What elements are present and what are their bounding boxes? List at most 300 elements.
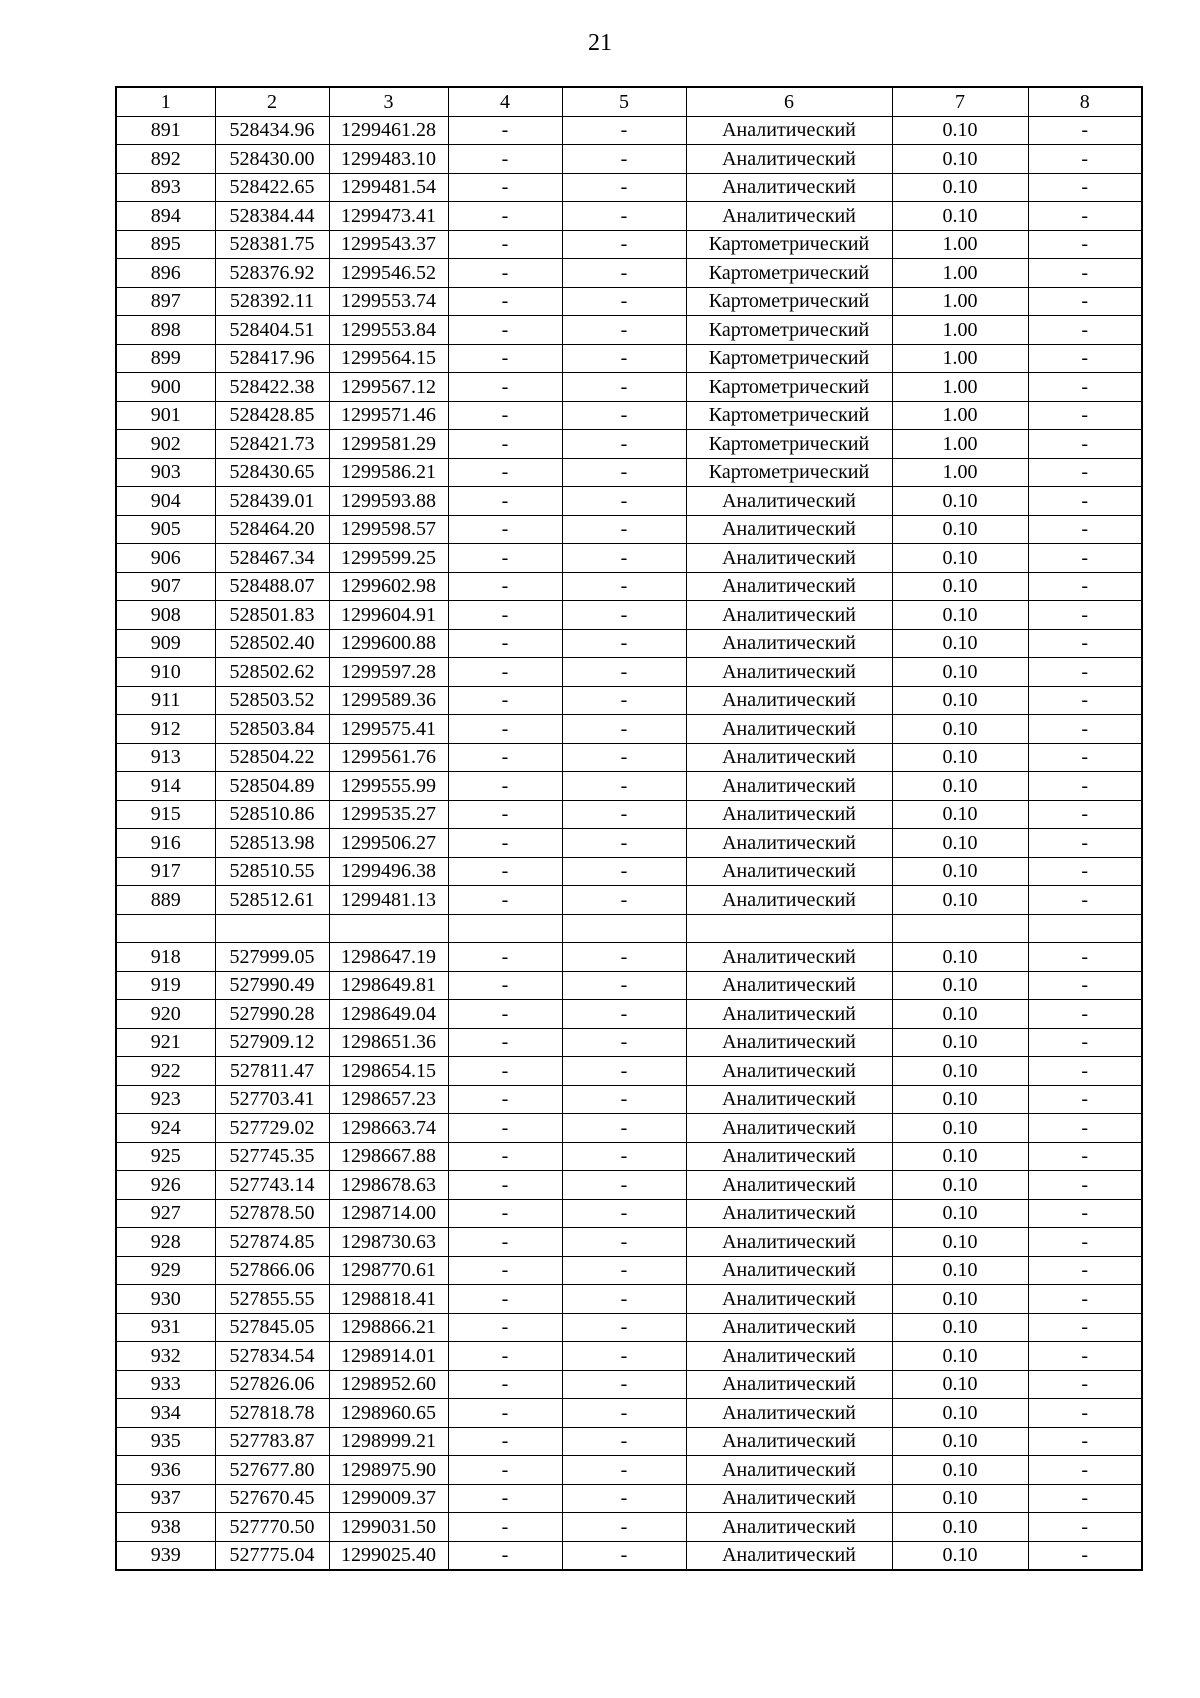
- table-cell-col-6: Аналитический: [686, 1313, 892, 1342]
- table-cell-col-1: 931: [116, 1313, 215, 1342]
- table-cell-col-7: 0.10: [892, 943, 1028, 972]
- table-cell-col-3: 1299571.46: [329, 401, 448, 430]
- table-cell-col-1: 901: [116, 401, 215, 430]
- table-cell-col-6: Картометрический: [686, 259, 892, 288]
- table-row: [116, 1256, 1142, 1285]
- table-cell-col-4: -: [448, 715, 562, 744]
- table-row: [116, 1370, 1142, 1399]
- table-cell-col-5: -: [562, 373, 686, 402]
- table-cell-col-6: Аналитический: [686, 1513, 892, 1542]
- table-cell-col-7: 0.10: [892, 1256, 1028, 1285]
- table-cell-col-4: -: [448, 971, 562, 1000]
- table-cell-col-4: -: [448, 1399, 562, 1428]
- table-cell-col-2: 528384.44: [215, 202, 329, 231]
- table-cell-col-5: -: [562, 515, 686, 544]
- table-cell-col-5: -: [562, 572, 686, 601]
- table-cell-col-3: 1299602.98: [329, 572, 448, 601]
- table-cell-col-3: 1298657.23: [329, 1085, 448, 1114]
- table-row: [116, 173, 1142, 202]
- table-row: [116, 1000, 1142, 1029]
- table-cell-col-1: 924: [116, 1114, 215, 1143]
- table-cell-col-8: -: [1028, 373, 1142, 402]
- table-cell-col-1: 928: [116, 1228, 215, 1257]
- table-cell-col-6: Аналитический: [686, 1028, 892, 1057]
- table-cell-col-4: -: [448, 1028, 562, 1057]
- table-cell-col-7: 0.10: [892, 1142, 1028, 1171]
- table-cell-col-2: 527811.47: [215, 1057, 329, 1086]
- table-cell-col-6: Аналитический: [686, 1057, 892, 1086]
- table-cell-col-8: -: [1028, 173, 1142, 202]
- table-cell-col-8: -: [1028, 1399, 1142, 1428]
- table-cell-col-8: -: [1028, 572, 1142, 601]
- table-cell-col-8: -: [1028, 515, 1142, 544]
- table-cell-col-4: -: [448, 230, 562, 259]
- table-cell-col-6: Картометрический: [686, 458, 892, 487]
- table-cell-col-5: -: [562, 715, 686, 744]
- table-cell-col-8: -: [1028, 430, 1142, 459]
- table-cell-col-2: 527990.28: [215, 1000, 329, 1029]
- table-cell-col-6: Аналитический: [686, 116, 892, 145]
- table-cell-col-5: -: [562, 259, 686, 288]
- table-cell-col-2: 527783.87: [215, 1427, 329, 1456]
- table-cell-col-5: -: [562, 1342, 686, 1371]
- table-cell-col-4: -: [448, 316, 562, 345]
- table-row: [116, 1142, 1142, 1171]
- table-cell-col-1: 917: [116, 857, 215, 886]
- table-cell-col-8: -: [1028, 686, 1142, 715]
- table-cell-col-7: 0.10: [892, 1000, 1028, 1029]
- table-row: [116, 886, 1142, 915]
- table-cell-col-8: -: [1028, 401, 1142, 430]
- table-cell-col-7: 0.10: [892, 686, 1028, 715]
- table-cell-col-5: -: [562, 629, 686, 658]
- table-cell-col-2: 528512.61: [215, 886, 329, 915]
- table-cell-col-7: 0.10: [892, 629, 1028, 658]
- table-cell-col-1: 894: [116, 202, 215, 231]
- table-cell-col-7: 0.10: [892, 1114, 1028, 1143]
- table-cell-col-6: Аналитический: [686, 1142, 892, 1171]
- table-cell-col-2: 527703.41: [215, 1085, 329, 1114]
- table-cell-col-5: -: [562, 1513, 686, 1542]
- table-cell-col-1: 933: [116, 1370, 215, 1399]
- table-cell-col-6: Аналитический: [686, 629, 892, 658]
- table-cell-col-2: 528404.51: [215, 316, 329, 345]
- table-cell-col-7: 0.10: [892, 857, 1028, 886]
- table-cell-col-7: 0.10: [892, 800, 1028, 829]
- table-body: [116, 116, 1142, 1570]
- table-cell-col-2: 528417.96: [215, 344, 329, 373]
- table-cell-col-2: 528434.96: [215, 116, 329, 145]
- table-cell-col-4: -: [448, 1142, 562, 1171]
- table-row: [116, 1114, 1142, 1143]
- table-cell-col-7: 0.10: [892, 601, 1028, 630]
- table-cell-col-1: 906: [116, 544, 215, 573]
- table-cell-col-6: Аналитический: [686, 1399, 892, 1428]
- table-cell-col-4: -: [448, 202, 562, 231]
- table-cell-col-2: 528502.40: [215, 629, 329, 658]
- table-cell-col-3: 1299009.37: [329, 1484, 448, 1513]
- table-cell-col-8: -: [1028, 1313, 1142, 1342]
- table-row: [116, 1513, 1142, 1542]
- table-cell-col-8: -: [1028, 829, 1142, 858]
- table-cell-col-8: -: [1028, 857, 1142, 886]
- table-cell-col-5: -: [562, 430, 686, 459]
- table-cell-col-8: -: [1028, 1114, 1142, 1143]
- table-cell-col-3: 1298730.63: [329, 1228, 448, 1257]
- table-cell-col-5: -: [562, 1256, 686, 1285]
- table-cell-col-8: -: [1028, 1256, 1142, 1285]
- table-cell-col-3: 1298952.60: [329, 1370, 448, 1399]
- table-cell-col-7: 0.10: [892, 1484, 1028, 1513]
- table-row: [116, 1313, 1142, 1342]
- table-cell-col-1: 922: [116, 1057, 215, 1086]
- table-cell-col-4: -: [448, 1342, 562, 1371]
- table-cell-col-4: -: [448, 1171, 562, 1200]
- table-cell-col-1: 912: [116, 715, 215, 744]
- table-cell-col-3: 1298678.63: [329, 1171, 448, 1200]
- table-cell-col-2: 527670.45: [215, 1484, 329, 1513]
- table-cell-col-1: 905: [116, 515, 215, 544]
- table-cell-col-2: 527745.35: [215, 1142, 329, 1171]
- table-cell-col-8: -: [1028, 1541, 1142, 1570]
- table-cell-col-4: -: [448, 259, 562, 288]
- table-cell-col-3: 1298770.61: [329, 1256, 448, 1285]
- table-row: [116, 857, 1142, 886]
- table-cell-col-2: 527818.78: [215, 1399, 329, 1428]
- table-cell-col-3: 1298714.00: [329, 1199, 448, 1228]
- table-cell-col-2: 527775.04: [215, 1541, 329, 1570]
- table-cell-col-4: [448, 914, 562, 943]
- table-cell-col-5: -: [562, 1000, 686, 1029]
- table-cell-col-6: Аналитический: [686, 202, 892, 231]
- table-cell-col-3: 1299553.84: [329, 316, 448, 345]
- table-row: [116, 658, 1142, 687]
- table-cell-col-7: 1.00: [892, 230, 1028, 259]
- table-cell-col-5: -: [562, 800, 686, 829]
- table-cell-col-1: 897: [116, 287, 215, 316]
- table-cell-col-8: -: [1028, 316, 1142, 345]
- table-cell-col-5: -: [562, 316, 686, 345]
- table-cell-col-5: -: [562, 1199, 686, 1228]
- table-cell-col-5: -: [562, 173, 686, 202]
- table-cell-col-8: -: [1028, 743, 1142, 772]
- table-cell-col-5: -: [562, 971, 686, 1000]
- table-cell-col-3: 1299600.88: [329, 629, 448, 658]
- table-cell-col-1: 929: [116, 1256, 215, 1285]
- table-cell-col-1: 923: [116, 1085, 215, 1114]
- table-cell-col-6: Аналитический: [686, 1114, 892, 1143]
- table-row: [116, 145, 1142, 174]
- table-cell-col-4: -: [448, 1000, 562, 1029]
- table-cell-col-1: 902: [116, 430, 215, 459]
- table-cell-col-3: 1299564.15: [329, 344, 448, 373]
- table-cell-col-2: 528502.62: [215, 658, 329, 687]
- table-cell-col-1: 907: [116, 572, 215, 601]
- table-cell-col-8: -: [1028, 601, 1142, 630]
- table-cell-col-2: 527874.85: [215, 1228, 329, 1257]
- table-cell-col-6: Аналитический: [686, 173, 892, 202]
- table-cell-col-8: -: [1028, 658, 1142, 687]
- table-cell-col-6: Аналитический: [686, 1199, 892, 1228]
- table-cell-col-1: 914: [116, 772, 215, 801]
- table-cell-col-2: 528510.86: [215, 800, 329, 829]
- table-cell-col-1: 934: [116, 1399, 215, 1428]
- table-row: [116, 458, 1142, 487]
- table-cell-col-7: 0.10: [892, 1370, 1028, 1399]
- table-cell-col-5: -: [562, 544, 686, 573]
- table-cell-col-4: -: [448, 430, 562, 459]
- table-row: [116, 1484, 1142, 1513]
- table-cell-col-6: Картометрический: [686, 373, 892, 402]
- table-cell-col-2: 528421.73: [215, 430, 329, 459]
- table-cell-col-6: Аналитический: [686, 772, 892, 801]
- table-cell-col-5: -: [562, 743, 686, 772]
- table-cell-col-4: -: [448, 173, 562, 202]
- table-cell-col-7: 0.10: [892, 1028, 1028, 1057]
- table-cell-col-6: Аналитический: [686, 544, 892, 573]
- table-cell-col-7: 0.10: [892, 1171, 1028, 1200]
- table-cell-col-5: -: [562, 1484, 686, 1513]
- table-cell-col-4: -: [448, 287, 562, 316]
- table-cell-col-2: 528504.22: [215, 743, 329, 772]
- table-cell-col-4: -: [448, 1541, 562, 1570]
- table-cell-col-8: -: [1028, 715, 1142, 744]
- table-row: [116, 1342, 1142, 1371]
- table-cell-col-5: -: [562, 287, 686, 316]
- table-cell-col-6: Аналитический: [686, 572, 892, 601]
- table-cell-col-4: -: [448, 1228, 562, 1257]
- table-cell-col-8: -: [1028, 772, 1142, 801]
- table-row: [116, 1199, 1142, 1228]
- table-cell-col-8: -: [1028, 971, 1142, 1000]
- table-cell-col-1: 895: [116, 230, 215, 259]
- table-row: [116, 259, 1142, 288]
- table-cell-col-7: 0.10: [892, 1199, 1028, 1228]
- table-cell-col-5: -: [562, 1456, 686, 1485]
- table-row: [116, 971, 1142, 1000]
- table-cell-col-4: -: [448, 487, 562, 516]
- table-cell-col-7: 0.10: [892, 1427, 1028, 1456]
- table-cell-col-3: 1298649.81: [329, 971, 448, 1000]
- table-cell-col-5: -: [562, 1028, 686, 1057]
- table-cell-col-1: 932: [116, 1342, 215, 1371]
- table-row: [116, 715, 1142, 744]
- table-cell-col-4: -: [448, 857, 562, 886]
- table-cell-col-3: 1299567.12: [329, 373, 448, 402]
- table-cell-col-2: 527866.06: [215, 1256, 329, 1285]
- table-cell-col-4: -: [448, 1256, 562, 1285]
- table-cell-col-1: 915: [116, 800, 215, 829]
- table-cell-col-2: 528422.38: [215, 373, 329, 402]
- column-header-5: 5: [562, 87, 686, 116]
- table-cell-col-8: -: [1028, 800, 1142, 829]
- table-cell-col-2: 528381.75: [215, 230, 329, 259]
- table-cell-col-7: 0.10: [892, 743, 1028, 772]
- table-cell-col-6: Аналитический: [686, 829, 892, 858]
- column-header-6: 6: [686, 87, 892, 116]
- table-cell-col-5: -: [562, 458, 686, 487]
- table-cell-col-7: 0.10: [892, 1057, 1028, 1086]
- table-cell-col-2: 527845.05: [215, 1313, 329, 1342]
- table-cell-col-8: -: [1028, 1342, 1142, 1371]
- table-cell-col-3: [329, 914, 448, 943]
- table-cell-col-3: 1299546.52: [329, 259, 448, 288]
- table-row: [116, 515, 1142, 544]
- table-cell-col-3: 1298649.04: [329, 1000, 448, 1029]
- table-cell-col-5: -: [562, 1171, 686, 1200]
- table-cell-col-5: -: [562, 1313, 686, 1342]
- table-cell-col-3: 1299481.54: [329, 173, 448, 202]
- table-cell-col-6: Аналитический: [686, 1085, 892, 1114]
- table-cell-col-2: 527826.06: [215, 1370, 329, 1399]
- table-cell-col-8: -: [1028, 629, 1142, 658]
- table-row: [116, 202, 1142, 231]
- table-cell-col-8: -: [1028, 1484, 1142, 1513]
- table-cell-col-3: 1298914.01: [329, 1342, 448, 1371]
- table-row: [116, 401, 1142, 430]
- table-cell-col-2: 528376.92: [215, 259, 329, 288]
- table-cell-col-5: -: [562, 943, 686, 972]
- table-cell-col-2: [215, 914, 329, 943]
- table-cell-col-3: 1299025.40: [329, 1541, 448, 1570]
- table-cell-col-3: 1299031.50: [329, 1513, 448, 1542]
- table-cell-col-7: 0.10: [892, 1541, 1028, 1570]
- table-cell-col-4: -: [448, 1370, 562, 1399]
- table-cell-col-5: -: [562, 658, 686, 687]
- table-row: [116, 1228, 1142, 1257]
- table-cell-col-7: 1.00: [892, 259, 1028, 288]
- table-cell-col-2: 527677.80: [215, 1456, 329, 1485]
- table-cell-col-4: -: [448, 772, 562, 801]
- table-cell-col-7: 0.10: [892, 1399, 1028, 1428]
- table-cell-col-2: 528503.52: [215, 686, 329, 715]
- table-cell-col-2: 527834.54: [215, 1342, 329, 1371]
- table-cell-col-4: -: [448, 515, 562, 544]
- table-cell-col-3: 1298960.65: [329, 1399, 448, 1428]
- table-cell-col-4: -: [448, 1085, 562, 1114]
- table-cell-col-3: 1299506.27: [329, 829, 448, 858]
- table-cell-col-3: 1298651.36: [329, 1028, 448, 1057]
- table-cell-col-5: [562, 914, 686, 943]
- table-row: [116, 800, 1142, 829]
- table-cell-col-6: Картометрический: [686, 230, 892, 259]
- table-row: [116, 287, 1142, 316]
- table-cell-col-4: -: [448, 544, 562, 573]
- table-cell-col-1: 935: [116, 1427, 215, 1456]
- table-row: [116, 1057, 1142, 1086]
- table-cell-col-4: -: [448, 886, 562, 915]
- table-cell-col-6: Аналитический: [686, 1000, 892, 1029]
- table-cell-col-6: Аналитический: [686, 1228, 892, 1257]
- table-cell-col-2: 527909.12: [215, 1028, 329, 1057]
- table-cell-col-5: -: [562, 230, 686, 259]
- table-cell-col-2: 528430.65: [215, 458, 329, 487]
- table-row: [116, 743, 1142, 772]
- table-cell-col-6: Аналитический: [686, 715, 892, 744]
- table-cell-col-8: -: [1028, 1028, 1142, 1057]
- table-cell-col-8: [1028, 914, 1142, 943]
- table-cell-col-3: 1299535.27: [329, 800, 448, 829]
- table-cell-col-5: -: [562, 1285, 686, 1314]
- table-cell-col-5: -: [562, 686, 686, 715]
- table-row: [116, 1028, 1142, 1057]
- table-cell-col-1: 918: [116, 943, 215, 972]
- table-cell-col-5: -: [562, 1541, 686, 1570]
- table-cell-col-7: 0.10: [892, 1456, 1028, 1485]
- table-cell-col-1: 892: [116, 145, 215, 174]
- table-cell-col-8: -: [1028, 1000, 1142, 1029]
- table-cell-col-7: 0.10: [892, 772, 1028, 801]
- table-cell-col-7: 0.10: [892, 173, 1028, 202]
- table-cell-col-8: -: [1028, 1228, 1142, 1257]
- table-cell-col-7: 0.10: [892, 1313, 1028, 1342]
- table-cell-col-5: -: [562, 601, 686, 630]
- table-cell-col-1: 930: [116, 1285, 215, 1314]
- table-cell-col-4: -: [448, 743, 562, 772]
- table-cell-col-7: 0.10: [892, 971, 1028, 1000]
- table-cell-col-8: -: [1028, 145, 1142, 174]
- table-cell-col-2: 528439.01: [215, 487, 329, 516]
- table-cell-col-5: -: [562, 1228, 686, 1257]
- table-cell-col-7: 1.00: [892, 316, 1028, 345]
- table-cell-col-5: -: [562, 344, 686, 373]
- table-cell-col-7: [892, 914, 1028, 943]
- table-cell-col-3: 1298999.21: [329, 1427, 448, 1456]
- table-row: [116, 544, 1142, 573]
- table-cell-col-8: -: [1028, 1085, 1142, 1114]
- table-cell-col-1: 909: [116, 629, 215, 658]
- column-header-3: 3: [329, 87, 448, 116]
- table-cell-col-1: 893: [116, 173, 215, 202]
- table-cell-col-1: 896: [116, 259, 215, 288]
- table-cell-col-4: -: [448, 1285, 562, 1314]
- table-cell-col-7: 0.10: [892, 1342, 1028, 1371]
- table-cell-col-6: Аналитический: [686, 857, 892, 886]
- table-cell-col-3: 1299473.41: [329, 202, 448, 231]
- table-cell-col-3: 1298975.90: [329, 1456, 448, 1485]
- table-cell-col-4: -: [448, 1199, 562, 1228]
- table-cell-col-4: -: [448, 658, 562, 687]
- table-cell-col-2: 528430.00: [215, 145, 329, 174]
- table-cell-col-6: Аналитический: [686, 971, 892, 1000]
- table-row: [116, 344, 1142, 373]
- table-cell-col-5: -: [562, 1057, 686, 1086]
- table-cell-col-1: 891: [116, 116, 215, 145]
- table-cell-col-1: 936: [116, 1456, 215, 1485]
- table-cell-col-8: -: [1028, 1456, 1142, 1485]
- table-cell-col-3: 1299575.41: [329, 715, 448, 744]
- table-cell-col-3: 1299555.99: [329, 772, 448, 801]
- table-cell-col-4: -: [448, 1114, 562, 1143]
- table-cell-col-1: 938: [116, 1513, 215, 1542]
- table-cell-col-3: 1298647.19: [329, 943, 448, 972]
- table-cell-col-8: -: [1028, 1370, 1142, 1399]
- table-row: [116, 829, 1142, 858]
- table-cell-col-8: -: [1028, 1199, 1142, 1228]
- table-cell-col-1: 913: [116, 743, 215, 772]
- table-cell-col-6: Картометрический: [686, 287, 892, 316]
- table-cell-col-4: -: [448, 1057, 562, 1086]
- table-cell-col-3: 1299604.91: [329, 601, 448, 630]
- table-cell-col-8: -: [1028, 287, 1142, 316]
- table-cell-col-6: Картометрический: [686, 401, 892, 430]
- table-cell-col-1: 927: [116, 1199, 215, 1228]
- table-cell-col-7: 1.00: [892, 344, 1028, 373]
- table-cell-col-8: -: [1028, 943, 1142, 972]
- table-cell-col-6: Аналитический: [686, 1427, 892, 1456]
- table-cell-col-3: 1299481.13: [329, 886, 448, 915]
- table-cell-col-6: Аналитический: [686, 1256, 892, 1285]
